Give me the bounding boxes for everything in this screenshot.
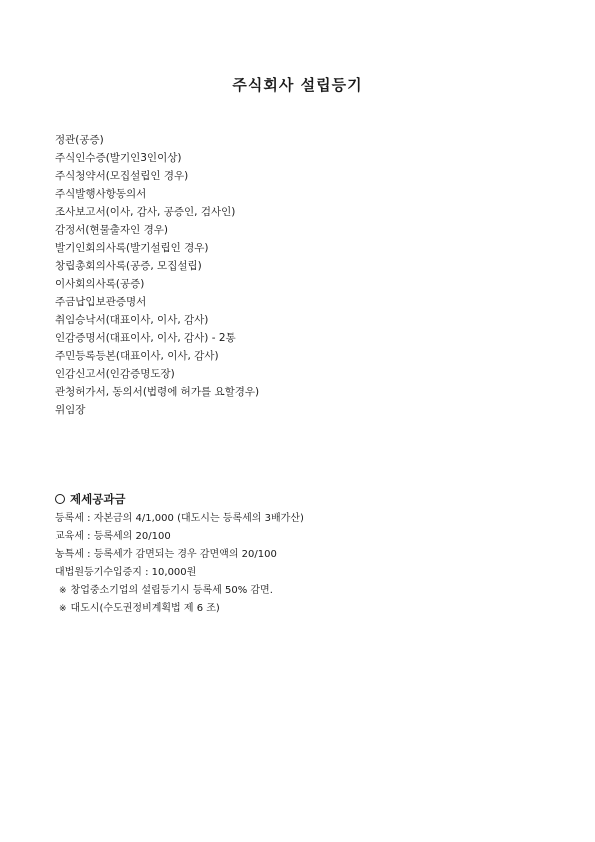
list-item: 정관(공증) [55, 134, 104, 146]
list-item: 주식청약서(모집설립인 경우) [55, 170, 189, 182]
note-list [55, 582, 304, 618]
note-mark: ※ [59, 604, 67, 614]
list-item: 인감신고서(인감증명도장) [55, 368, 175, 380]
list-item: 창립총회의사록(공증, 모집설립) [55, 260, 202, 272]
list-item: 관청허가서, 동의서(법령에 허가를 요할경우) [55, 386, 260, 398]
list-item: 주식발행사항동의서 [55, 188, 147, 200]
tax-heading-label: 제세공과금 [70, 492, 126, 506]
list-item: 주금납입보관증명서 [55, 296, 147, 308]
list-item: 인감증명서(대표이사, 이사, 감사) - 2통 [55, 332, 236, 344]
note-item [55, 600, 304, 618]
tax-item: 교육세 : 등록세의 20/100 [55, 531, 171, 542]
list-item: 주민등록등본(대표이사, 이사, 감사) [55, 350, 219, 362]
tax-item: 농특세 : 등록세가 감면되는 경우 감면액의 20/100 [55, 549, 277, 560]
tax-section [55, 490, 304, 618]
required-documents-list [55, 131, 259, 419]
page-title: 주식회사 설립등기 [232, 76, 363, 94]
list-item: 취임승낙서(대표이사, 이사, 감사) [55, 314, 209, 326]
list-item: 이사회의사록(공증) [55, 278, 145, 290]
note-text: 창업중소기업의 설립등기시 등록세 50% 감면. [70, 585, 273, 596]
list-item: 발기인회의사록(발기설립인 경우) [55, 242, 209, 254]
list-item: 감정서(현물출자인 경우) [55, 224, 168, 236]
note-text: 대도시(수도권정비계획법 제 6 조) [70, 603, 220, 614]
list-item: 조사보고서(이사, 감사, 공증인, 검사인) [55, 206, 236, 218]
tax-item: 등록세 : 자본금의 4/1,000 (대도시는 등록세의 3배가산) [55, 513, 304, 524]
list-item: 주식인수증(발기인3인이상) [55, 152, 182, 164]
note-item [55, 582, 304, 600]
tax-heading [55, 490, 304, 508]
note-mark: ※ [59, 586, 67, 596]
list-item: 위임장 [55, 404, 86, 416]
circle-icon [55, 494, 65, 504]
tax-list [55, 510, 304, 582]
tax-item: 대법원등기수입증지 : 10,000원 [55, 567, 197, 578]
